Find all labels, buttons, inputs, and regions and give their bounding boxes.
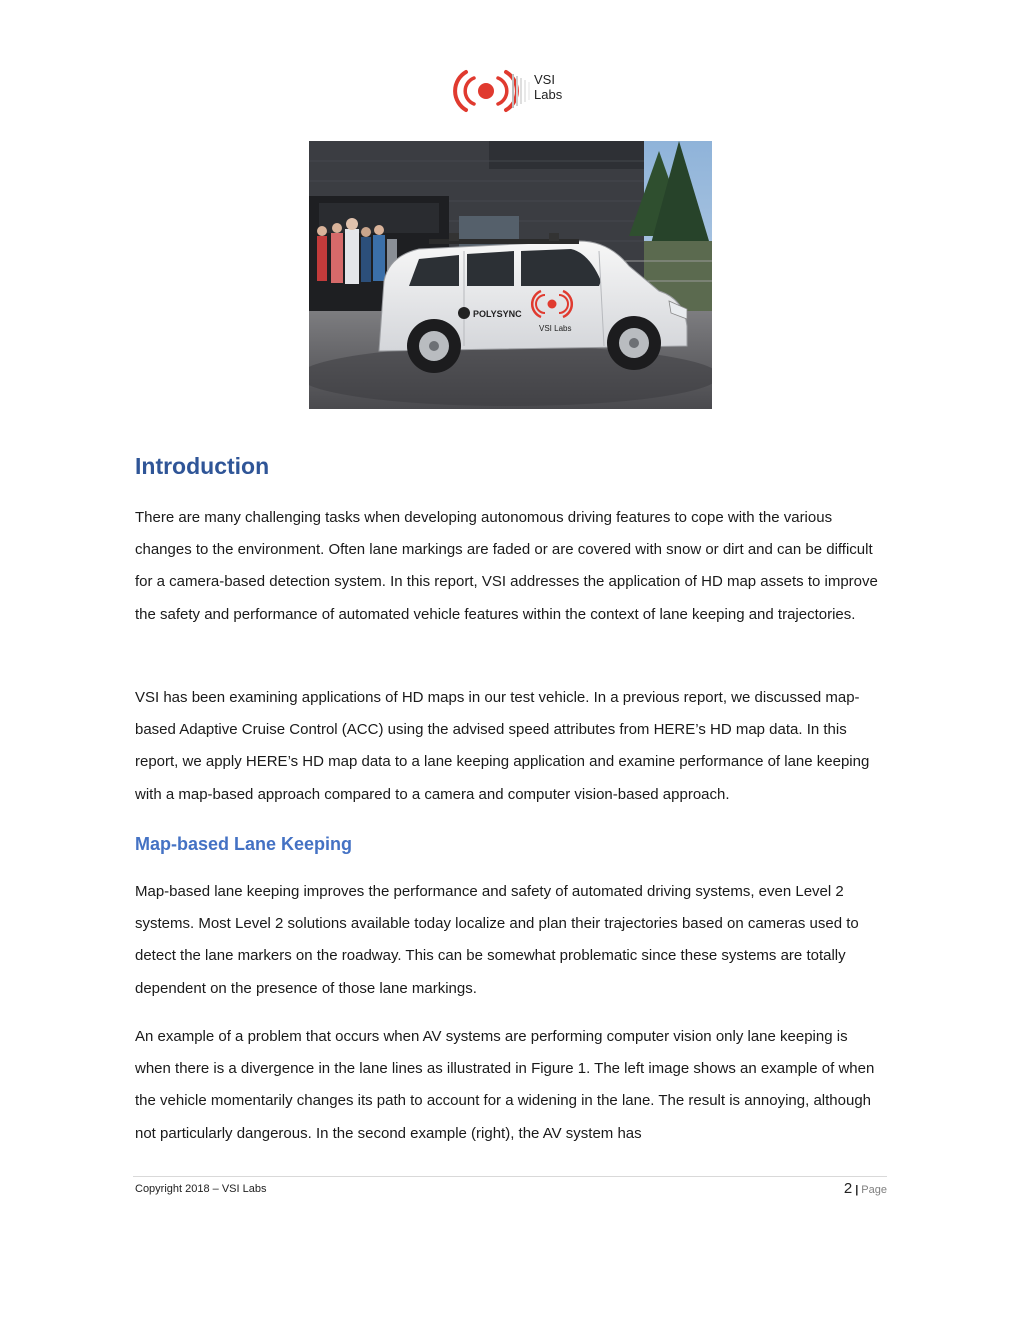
- map-based-lane-keeping-heading: Map-based Lane Keeping: [135, 834, 353, 854]
- introduction-paragraph-2: VSI has been examining applications of HD maps in our test vehicle. In a previous report, we discussed map-based Adaptive Cruise Control (ACC) using the advised speed attributes from HERE’s HD map data. In this report, we apply HERE’s HD map data to a lane keeping application and examine performance of lane keeping with a map-based approach compared to a camera and computer vision-based approach.: [135, 689, 870, 803]
- footer-page-indicator: [844, 1180, 887, 1197]
- page-separator: |: [855, 1184, 859, 1196]
- logo-line-labs: Labs: [534, 87, 563, 102]
- page-label: Page: [861, 1184, 887, 1196]
- logo-text: [534, 72, 562, 102]
- page-number: 2: [843, 1180, 853, 1197]
- car-brand-text: POLYSYNC: [473, 309, 522, 319]
- test-vehicle-photo: [309, 141, 712, 409]
- vehicle-photo-illustration: [309, 141, 712, 409]
- footer-copyright: Copyright 2018 – VSI Labs: [135, 1183, 267, 1195]
- introduction-paragraph-1: There are many challenging tasks when developing autonomous driving features to cope with the various changes to the environment. Often lane markings are faded or are covered with snow or dirt and can be difficult for a camera-based detection system. In this report, VSI addresses the application of HD map assets to improve the safety and performance of automated vehicle features within the context of lane keeping and trajectories.: [135, 509, 878, 623]
- logo-line-vsi: VSI: [534, 72, 555, 87]
- car-logo-text: VSI Labs: [539, 324, 572, 333]
- map-based-paragraph-2: An example of a problem that occurs when AV systems are performing computer vision only lane keeping is when there is a divergence in the lane lines as illustrated in Figure 1. The left image shows an example of when the vehicle momentarily changes its path to account for a widening in the lane. The result is annoying, although not particularly dangerous. In the second example (right), the AV system has: [135, 1028, 875, 1142]
- footer-divider: [133, 1176, 887, 1177]
- introduction-heading: Introduction: [135, 453, 270, 479]
- map-based-paragraph-1: Map-based lane keeping improves the performance and safety of automated driving systems, even Level 2 systems. Most Level 2 solutions available today localize and plan their trajectories based on cameras used to detect the lane markers on the roadway. This can be somewhat problematic since these systems are totally dependent on the presence of those lane markings.: [135, 883, 859, 997]
